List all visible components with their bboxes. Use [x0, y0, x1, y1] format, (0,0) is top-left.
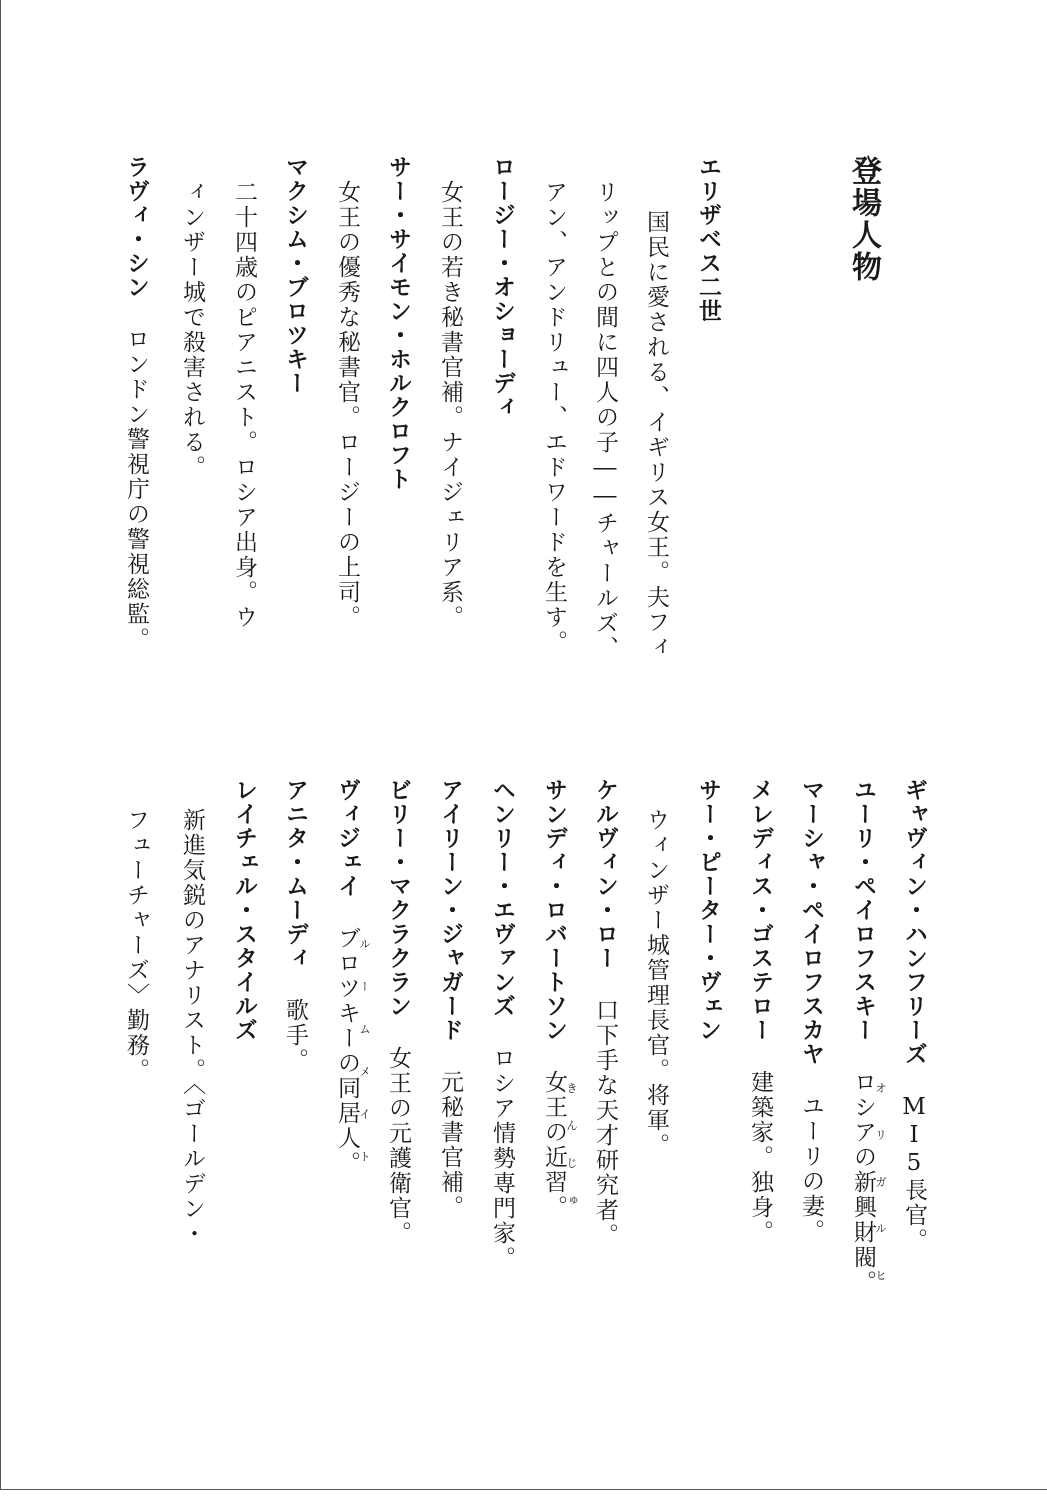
page-border-left — [0, 0, 1, 1490]
character-name-maxim: マクシム・ブロツキー — [282, 155, 308, 395]
character-desc-irene: 元秘書官補。 — [437, 1070, 463, 1220]
character-name-rachel: レイチェル・スタイルズ — [231, 778, 257, 1042]
character-name-billy: ビリー・マクラクラン — [385, 778, 411, 1018]
character-entry-sandy — [542, 778, 578, 1220]
character-desc-yuri: ロシアの新興財閥。オリガルヒ — [850, 1070, 888, 1295]
character-desc-billy: 女王の元護衛官。 — [385, 1046, 411, 1246]
character-name-meredith: メレディス・ゴステロー — [747, 778, 773, 1042]
character-entry-gavin — [902, 778, 925, 1253]
character-entry-masha — [799, 778, 822, 1244]
character-name-yuri: ユーリ・ペイロフスキー — [850, 778, 876, 1042]
character-entry-vj — [335, 778, 371, 1176]
character-desc-simon: 女王の優秀な秘書官。ロージーの上司。 — [334, 180, 360, 630]
ruby-roommate: ルームメイト — [358, 926, 372, 1176]
character-desc-henry: ロシア情勢専門家。 — [489, 1046, 515, 1271]
character-entry-billy — [386, 778, 409, 1246]
character-desc-sandy: 女王の近習。きんじゅ — [541, 1070, 579, 1220]
character-name-peter: サー・ピーター・ヴェン — [695, 778, 721, 1042]
character-entry-yuri — [851, 778, 887, 1295]
character-desc-elizabeth-line3: アン、アンドリュー、エドワードを生す。 — [541, 180, 567, 655]
character-desc-rosie: 女王の若き秘書官補。ナイジェリア系。 — [437, 180, 463, 630]
character-desc-rachel-line2: フューチャーズ〉勤務。 — [123, 808, 149, 1083]
character-name-sandy: サンディ・ロバートソン — [541, 778, 567, 1042]
page-border-bottom — [0, 1489, 1047, 1490]
character-desc-elizabeth-line1: 国民に愛される、イギリス女王。夫フィ — [643, 210, 669, 660]
character-desc-peter: ウィンザー城管理長官。将軍。 — [643, 808, 669, 1158]
character-name-elizabeth: エリザベス二世 — [695, 155, 721, 323]
character-entry-meredith — [748, 778, 771, 1245]
character-entry-ravi — [124, 155, 147, 652]
character-name-henry: ヘンリー・エヴァンズ — [489, 778, 515, 1018]
character-desc-anita: 歌手。 — [282, 998, 308, 1073]
character-name-vj: ヴィジェイ — [334, 778, 360, 898]
character-desc-elizabeth-line2: リップとの間に四人の子――チャールズ、 — [592, 180, 618, 661]
character-name-rosie: ロージー・オショーディ — [489, 155, 515, 419]
character-entry-irene — [438, 778, 461, 1220]
ruby-kinju: きんじゅ — [565, 1070, 579, 1220]
character-desc-rachel-line1: 新進気鋭のアナリスト。〈ゴールデン・ — [179, 808, 205, 1247]
page-title: 登場人物 — [846, 155, 881, 283]
character-name-simon: サー・サイモン・ホルクロフト — [385, 155, 411, 491]
character-desc-meredith: 建築家。独身。 — [747, 1070, 773, 1245]
character-name-anita: アニタ・ムーディ — [282, 778, 308, 970]
ruby-oligarch: オリガルヒ — [874, 1070, 888, 1295]
character-desc-maxim-line1: 二十四歳のピアニスト。ロシア出身。ウ — [231, 180, 257, 630]
character-name-irene: アイリーン・ジャガード — [437, 778, 463, 1042]
character-desc-masha: ユーリの妻。 — [798, 1094, 824, 1244]
character-desc-kelvin: 口下手な天才研究者。 — [592, 998, 618, 1248]
character-name-kelvin: ケルヴィン・ロー — [592, 778, 618, 970]
character-entry-henry — [490, 778, 513, 1271]
character-entry-kelvin — [593, 778, 616, 1248]
character-desc-gavin: MI5長官。 — [901, 1094, 927, 1253]
character-desc-maxim-line2: ィンザー城で殺害される。 — [179, 180, 205, 480]
character-desc-ravi: ロンドン警視庁の警視総監。 — [123, 327, 149, 652]
character-entry-anita — [283, 778, 306, 1073]
character-name-ravi: ラヴィ・シン — [123, 155, 149, 299]
character-name-masha: マーシャ・ペイロフスカヤ — [798, 778, 824, 1066]
character-desc-vj: ブロツキーの同居人。ルームメイト — [334, 926, 372, 1176]
character-name-gavin: ギャヴィン・ハンフリーズ — [901, 778, 927, 1066]
